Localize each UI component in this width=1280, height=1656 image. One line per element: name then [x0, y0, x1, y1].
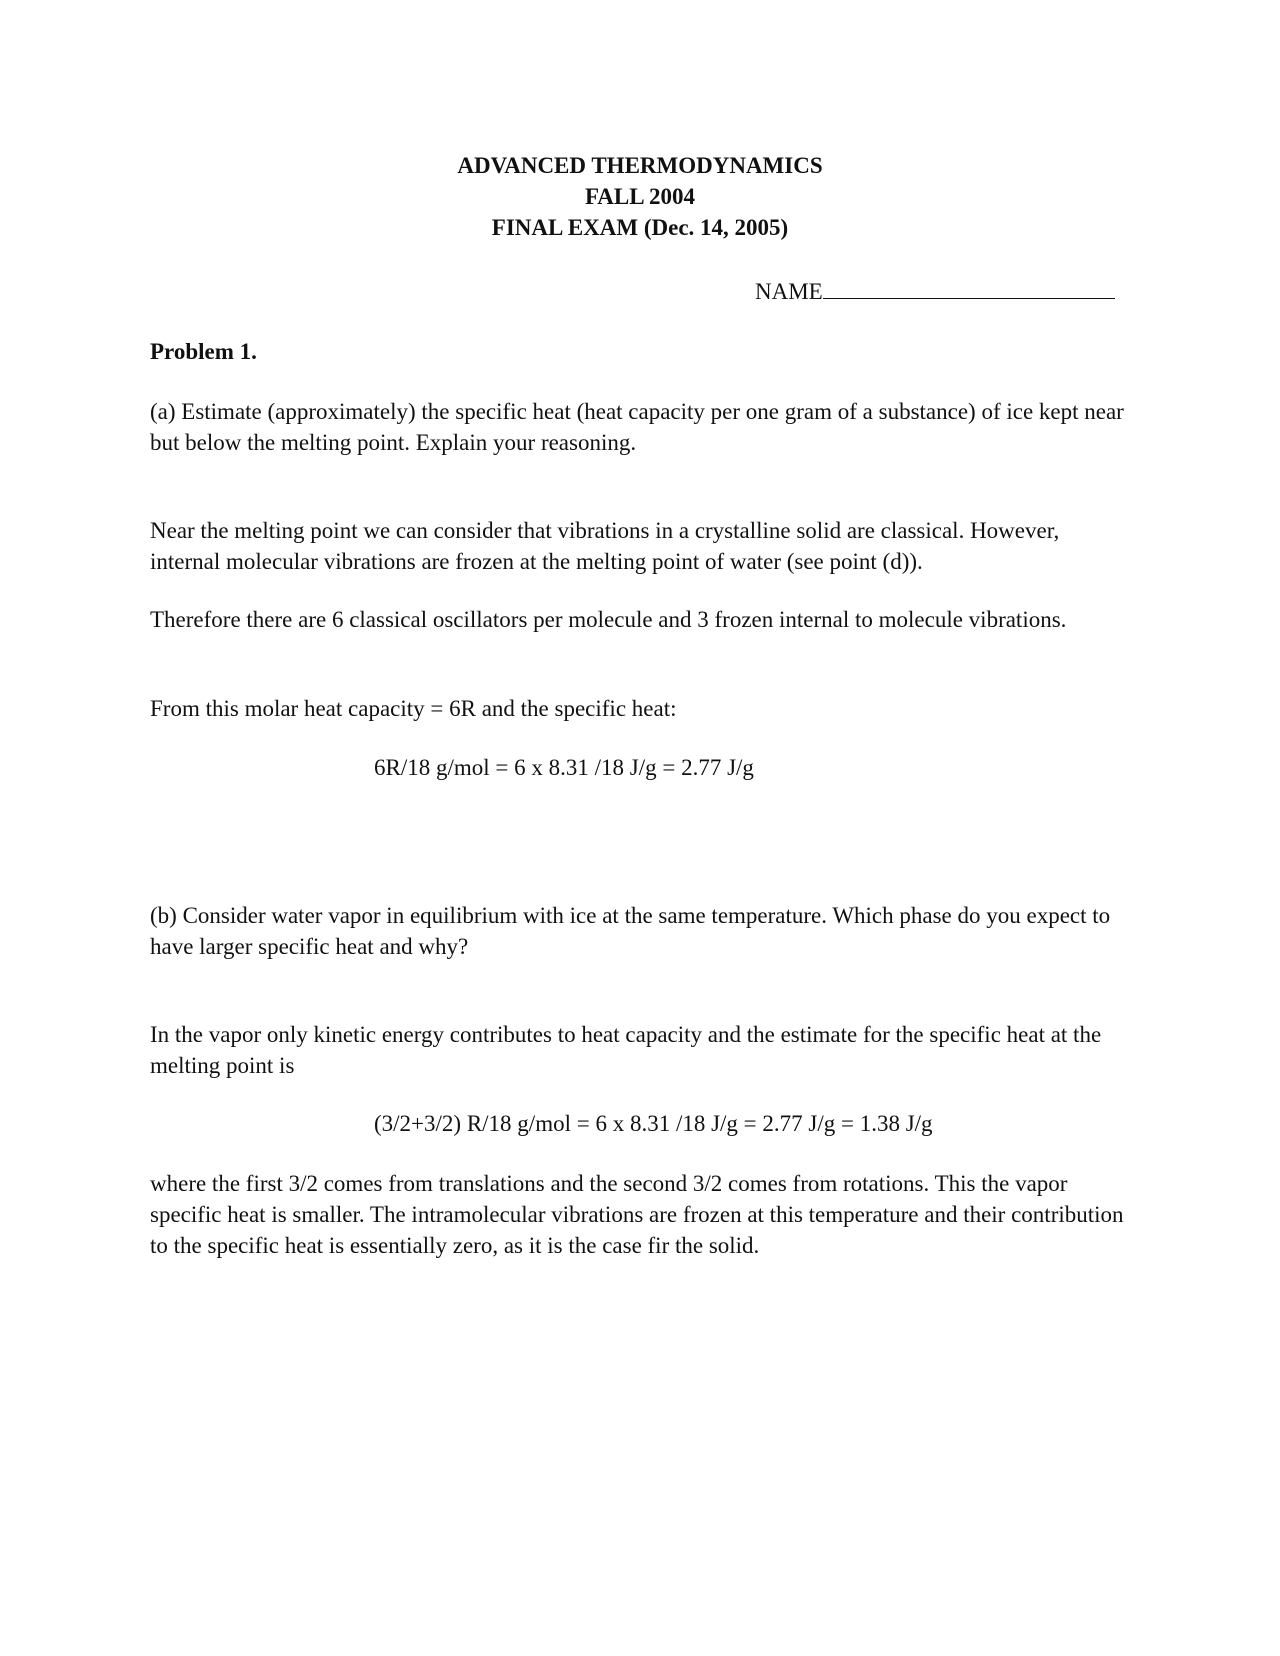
part-a-answer-paragraph-1: Near the melting point we can consider that vibrations in a crystalline solid are classical. However, internal molecular vibrations are frozen at the melting point of water (see point (d)). [150, 518, 1060, 574]
name-field [755, 276, 1115, 307]
name-blank-line [823, 276, 1115, 299]
part-b-equation: (3/2+3/2) R/18 g/mol = 6 x 8.31 /18 J/g = 2.77 J/g = 1.38 J/g [374, 1111, 933, 1136]
part-a-answer-paragraph-2: Therefore there are 6 classical oscillators per molecule and 3 frozen internal to molecule vibrations. [150, 607, 1067, 632]
problem-heading: Problem 1. [150, 339, 257, 364]
term-title: FALL 2004 [584, 184, 696, 209]
part-a-equation: 6R/18 g/mol = 6 x 8.31 /18 J/g = 2.77 J/g [374, 755, 754, 780]
part-a-question: (a) Estimate (approximately) the specific heat (heat capacity per one gram of a substance) of ice kept near but below the melting point. Explain your reasoning. [150, 399, 1124, 455]
title-block [0, 150, 1280, 243]
exam-title: FINAL EXAM (Dec. 14, 2005) [491, 215, 789, 240]
part-a-answer-paragraph-3: From this molar heat capacity = 6R and the specific heat: [150, 696, 677, 721]
part-b-answer-paragraph-1: In the vapor only kinetic energy contributes to heat capacity and the estimate for the specific heat at the melting point is [150, 1022, 1102, 1078]
part-b-answer-paragraph-2: where the first 3/2 comes from translations and the second 3/2 comes from rotations. This the vapor specific heat is smaller. The intramolecular vibrations are frozen at this temperature and their contribution to the specific heat is essentially zero, as it is the case fir the solid. [150, 1171, 1124, 1258]
part-b-question: (b) Consider water vapor in equilibrium with ice at the same temperature. Which phase do you expect to have larger specific heat and why? [150, 903, 1111, 959]
name-label: NAME [755, 279, 823, 304]
course-title: ADVANCED THERMODYNAMICS [457, 153, 823, 178]
